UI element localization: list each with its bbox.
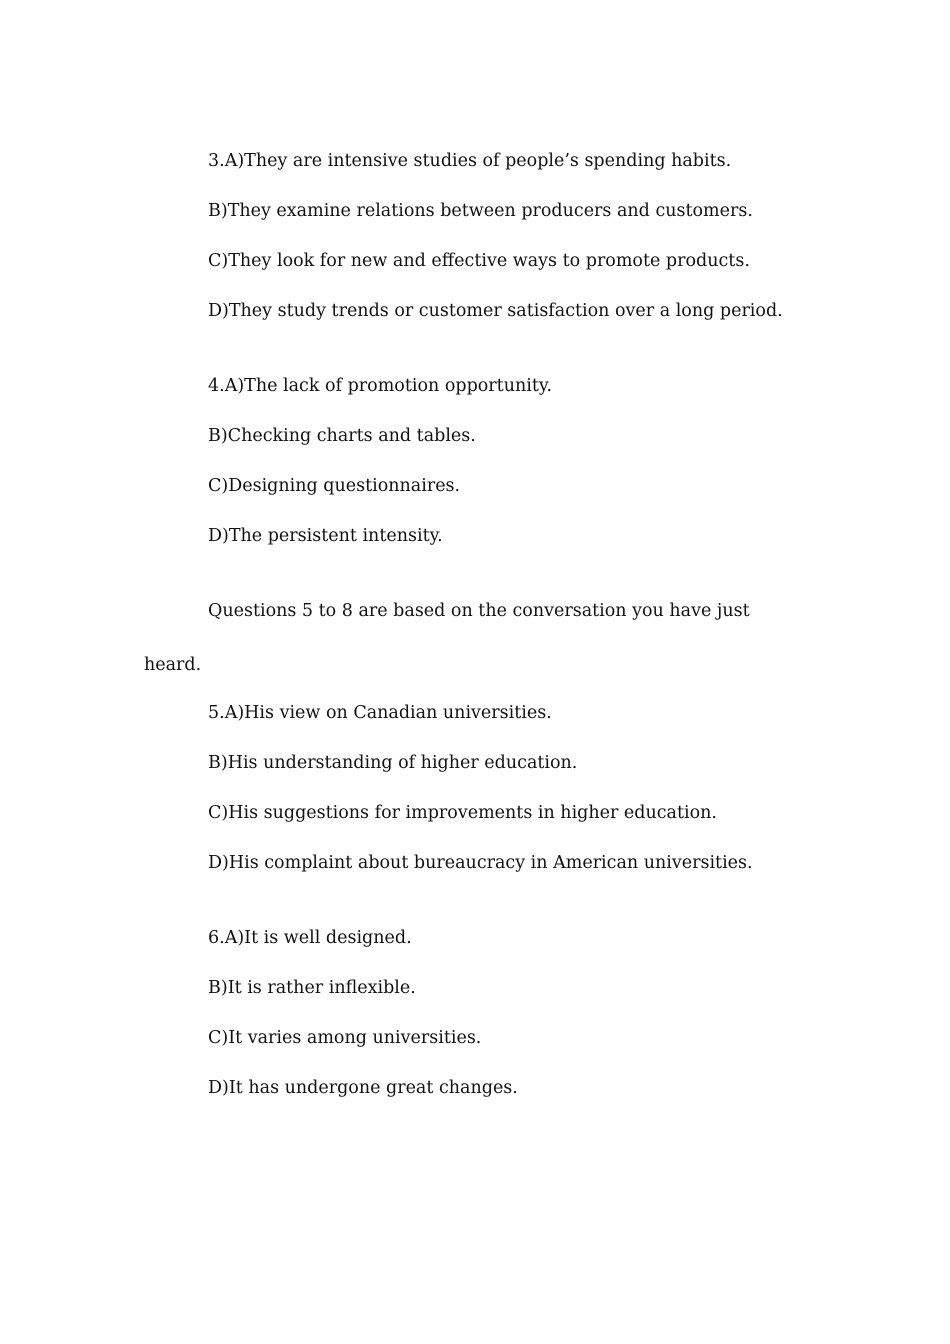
question-6-option-a: 6.A)It is well designed.	[208, 928, 412, 948]
question-5-option-a: 5.A)His view on Canadian universities.	[208, 703, 552, 723]
question-3-option-d: D)They study trends or customer satisfaction over a long period.	[208, 301, 783, 321]
question-4-option-d: D)The persistent intensity.	[208, 526, 443, 546]
question-4-option-a: 4.A)The lack of promotion opportunity.	[208, 376, 553, 396]
question-3-option-b: B)They examine relations between producers and customers.	[208, 201, 753, 221]
question-4-option-c: C)Designing questionnaires.	[208, 476, 461, 496]
question-6-option-d: D)It has undergone great changes.	[208, 1078, 518, 1098]
question-3-option-c: C)They look for new and effective ways to promote products.	[208, 251, 750, 271]
question-6-option-b: B)It is rather inflexible.	[208, 978, 416, 998]
question-5-option-d: D)His complaint about bureaucracy in American universities.	[208, 853, 753, 873]
section-intro-line-2: heard.	[144, 655, 202, 675]
question-6-option-c: C)It varies among universities.	[208, 1028, 482, 1048]
question-4-option-b: B)Checking charts and tables.	[208, 426, 476, 446]
question-5-option-b: B)His understanding of higher education.	[208, 753, 578, 773]
question-5-option-c: C)His suggestions for improvements in higher education.	[208, 803, 717, 823]
section-intro-line-1: Questions 5 to 8 are based on the conversation you have just	[208, 601, 750, 621]
question-3-option-a: 3.A)They are intensive studies of people’s spending habits.	[208, 151, 732, 171]
